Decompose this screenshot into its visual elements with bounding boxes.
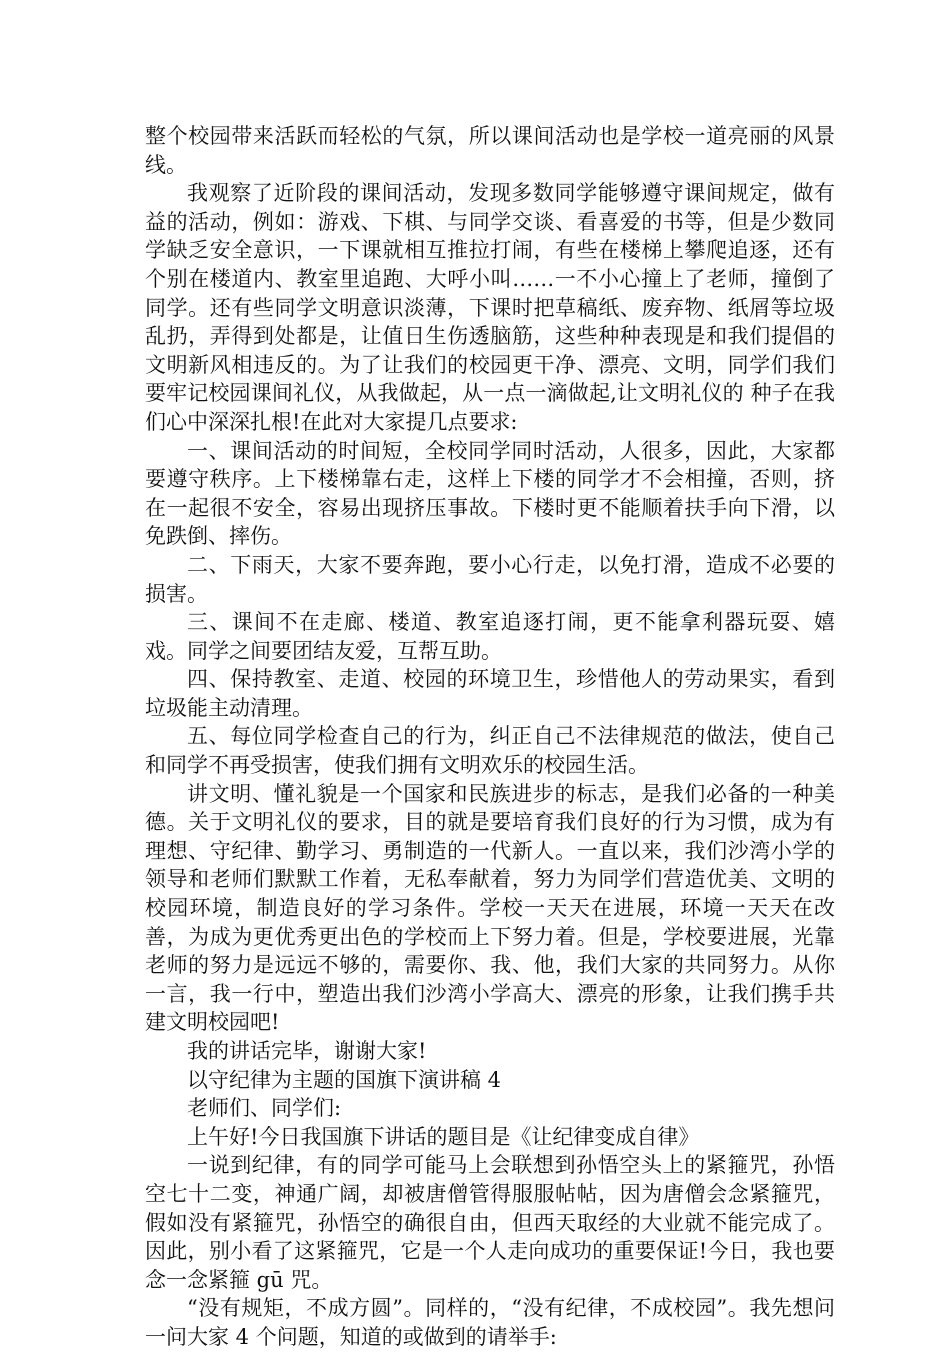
paragraph: 二、下雨天，大家不要奔跑，要小心行走，以免打滑，造成不必要的损害。 — [145, 552, 835, 606]
paragraph: 五、每位同学检查自己的行为，纠正自己不法律规范的做法，使自己和同学不再受损害，使我们拥有文明欢乐的校园生活。 — [145, 724, 835, 778]
paragraph: 我的讲话完毕，谢谢大家! — [187, 1039, 427, 1063]
paragraph: 我观察了近阶段的课间活动，发现多数同学能够遵守课间规定，做有益的活动，例如：游戏、下棋、与同学交谈、看喜爱的书等，但是少数同学缺乏安全意识，一下课就相互推拉打闹，有些在楼梯上攀爬追逐，还有个别在楼道内、教室里追跑、大呼小叫……一不小心撞上了老师，撞倒了同学。还有些同学文明意识淡薄，下课时把草稿纸、废弃物、纸屑等垃圾乱扔，弄得到处都是，让值日生伤透脑筋，这些种种表现是和我们提倡的文明新风相违反的。为了让我们的校园更干净、漂亮、文明，同学们我们要牢记校园课间礼仪，从我做起，从一点一滴做起,让文明礼仪的 种子在我们心中深深扎根!在此对大家提几点要求: — [145, 181, 835, 434]
speech-heading: 以守纪律为主题的国旗下演讲稿 4 — [187, 1067, 502, 1092]
paragraph: 一、课间活动的时间短，全校同学同时活动，人很多，因此，大家都要遵守秩序。上下楼梯靠右走，这样上下楼的同学才不会相撞，否则，挤在一起很不安全，容易出现挤压事故。下楼时更不能顺着扶手向下滑，以免跌倒、摔伤。 — [145, 438, 835, 549]
document-body — [145, 122, 835, 1352]
salutation: 老师们、同学们: — [187, 1096, 342, 1121]
paragraph: “没有规矩，不成方圆”。同样的，“没有纪律，不成校园”。我先想问一问大家 4 个问题，知道的或做到的请举手: — [145, 1296, 835, 1349]
paragraph: 三、课间不在走廊、楼道、教室追逐打闹，更不能拿利器玩耍、嬉戏。同学之间要团结友爱，互帮互助。 — [145, 610, 835, 663]
paragraph: 整个校园带来活跃而轻松的气氛，所以课间活动也是学校一道亮丽的风景线。 — [145, 124, 835, 177]
paragraph: 四、保持教室、走道、校园的环境卫生，珍惜他人的劳动果实，看到垃圾能主动清理。 — [145, 667, 835, 720]
paragraph: 讲文明、懂礼貌是一个国家和民族进步的标志，是我们必备的一种美德。关于文明礼仪的要求，目的就是要培育我们良好的行为习惯，成为有理想、守纪律、勤学习、勇制造的一代新人。一直以来，我们沙湾小学的领导和老师们默默工作着，无私奉献着，努力为同学们营造优美、文明的校园环境，制造良好的学习条件。学校一天天在进展，环境一天天在改善，为成为更优秀更出色的学校而上下努力着。但是，学校要进展，光靠老师的努力是远远不够的，需要你、我、他，我们大家的共同努力。从你一言，我一行中，塑造出我们沙湾小学高大、漂亮的形象，让我们携手共建文明校园吧! — [145, 781, 835, 1035]
paragraph: 一说到纪律，有的同学可能马上会联想到孙悟空头上的紧箍咒，孙悟空七十二变，神通广阔，却被唐僧管得服服帖帖，因为唐僧会念紧箍咒，假如没有紧箍咒，孙悟空的确很自由，但西天取经的大业就不能完成了。因此，别小看了这紧箍咒，它是一个人走向成功的重要保证!今日，我也要念一念紧箍 gū 咒。 — [145, 1153, 835, 1292]
paragraph: 上午好!今日我国旗下讲话的题目是《让纪律变成自律》 — [187, 1124, 700, 1149]
